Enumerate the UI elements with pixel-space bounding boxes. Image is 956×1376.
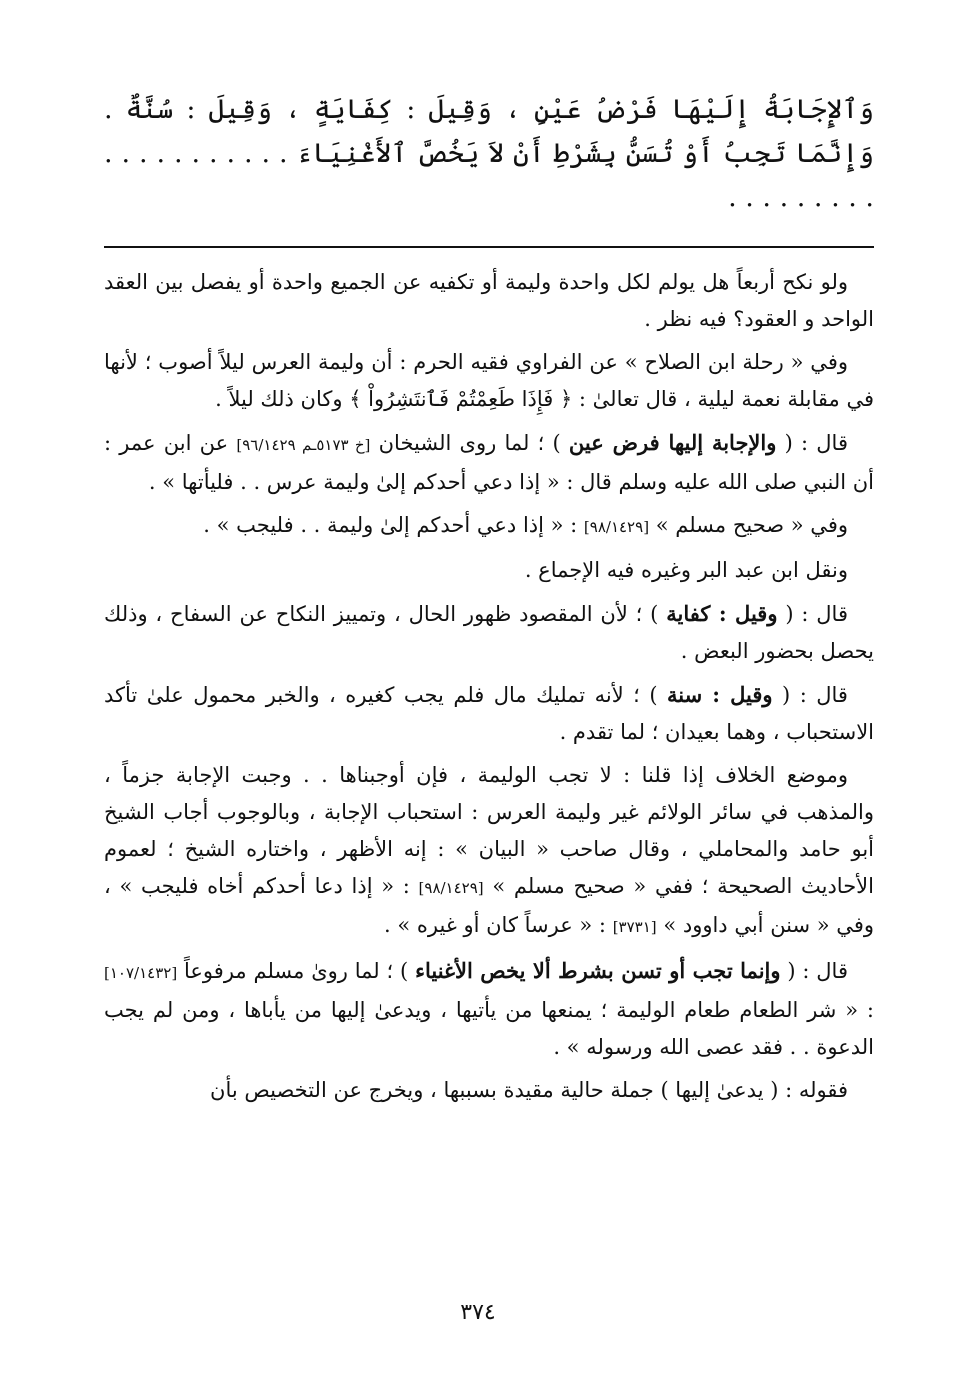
paragraph-9: قال : ( وإنما تجب أو تسن بشرط ألا يخص الأغنياء ) ؛ لما روىٰ مسلم مرفوعاً [١٠٧/١٤٣٢] : « شر الطعام طعام الوليمة ؛ يمنعها من يأتيها ، ويدعىٰ إليها من يأباها ، ومن لم يجب الدعوة . . فقد عصى الله ورسوله » . — [104, 958, 874, 1059]
reference: [٩٨/١٤٢٩] — [583, 518, 650, 536]
paragraph-3: قال : ( والإجابة إليها فرض عين ) ؛ لما روى الشيخان [خ ٥١٧٣ـم ٩٦/١٤٢٩] عن ابن عمر : أن النبي صلى الله عليه وسلم قال : « إذا دعي أحدكم إلىٰ وليمة عرس . . فليأتها » . — [104, 430, 874, 494]
bold-quote: وقيل : سنة — [666, 682, 773, 707]
paragraph-4: وفي « صحيح مسلم » [٩٨/١٤٢٩] : « إذا دعي أحدكم إلىٰ وليمة . . فليجب » . — [203, 513, 848, 537]
reference: [خ ٥١٧٣ـم ٩٦/١٤٢٩] — [236, 436, 371, 454]
bold-quote: وقيل : كفاية — [666, 601, 778, 626]
paragraph-1: ولو نكح أربعاً هل يولم لكل واحدة وليمة أو تكفيه عن الجميع واحدة أو يفصل بين العقد الواحد و العقود؟ فيه نظر . — [104, 270, 874, 331]
commentary — [104, 264, 874, 1109]
bold-quote: والإجابة إليها فرض عين — [568, 430, 777, 455]
paragraph-5: ونقل ابن عبد البر وغيره فيه الإجماع . — [524, 558, 848, 582]
reference: [٣٧٣١] — [612, 918, 657, 936]
paragraph-6: قال : ( وقيل : كفاية ) ؛ لأن المقصود ظهور الحال ، وتمييز النكاح عن السفاح ، وذلك يحصل بحضور البعض . — [104, 601, 874, 663]
paragraph-2: وفي « رحلة ابن الصلاح » عن الفراوي فقيه الحرم : أن وليمة العرس ليلاً أصوب ؛ لأنها في مقابلة نعمة ليلية ، قال تعالىٰ : ﴿ فَإِذَا طَعِمْتُمْ فَٱنتَشِرُواْ ﴾ وكان ذلك ليلاً . — [104, 350, 874, 411]
paragraph-10: فقوله : ( يدعىٰ إليها ) جملة حالية مقيدة بسببها ، ويخرج عن التخصيص بأن — [210, 1078, 848, 1102]
reference: [١٠٧/١٤٣٢] — [104, 964, 178, 982]
page-number: ٣٧٤ — [460, 1300, 496, 1325]
page-body — [104, 88, 874, 1115]
matn-text: وَٱلإِجَابَةُ إِلَيْهَا فَرْضُ عَيْنٍ ، وَقِيلَ : كِفَايَةٍ ، وَقِيلَ : سُنَّةٌ . وَإِنَّمَا تَجِبُ أَوْ تُسَنُّ بِشَرْطِ أَنْ لاَ يَخُصَّ ٱلأَغْنِيَاءَ . . . . . . . . . . . . . . . . . . . . — [104, 94, 874, 213]
paragraph-7: قال : ( وقيل : سنة ) ؛ لأنه تمليك مال فلم يجب كغيره ، والخبر محمول علىٰ تأكد الاستحباب ، وهما بعيدان ؛ لما تقدم . — [104, 682, 874, 744]
bold-quote: وإنما تجب أو تسن بشرط ألا يخص الأغنياء — [415, 958, 781, 983]
paragraph-8: وموضع الخلاف إذا قلنا : لا تجب الوليمة ، فإن أوجبناها . . وجبت الإجابة جزماً ، والمذهب في سائر الولائم غير وليمة العرس : استحباب الإجابة ، وبالوجوب أجاب الشيخ أبو حامد والمحاملي ، وقال صاحب « البيان » : إنه الأظهر ، واختاره الشيخ ؛ لعموم الأحاديث الصحيحة ؛ ففي « صحيح مسلم » [٩٨/١٤٢٩] : « إذا دعا أحدكم أخاه فليجب » ، وفي « سنن أبي داوود » [٣٧٣١] : « عرساً كان أو غيره » . — [104, 763, 874, 937]
divider-line — [104, 246, 874, 248]
reference: [٩٨/١٤٢٩] — [418, 879, 484, 897]
